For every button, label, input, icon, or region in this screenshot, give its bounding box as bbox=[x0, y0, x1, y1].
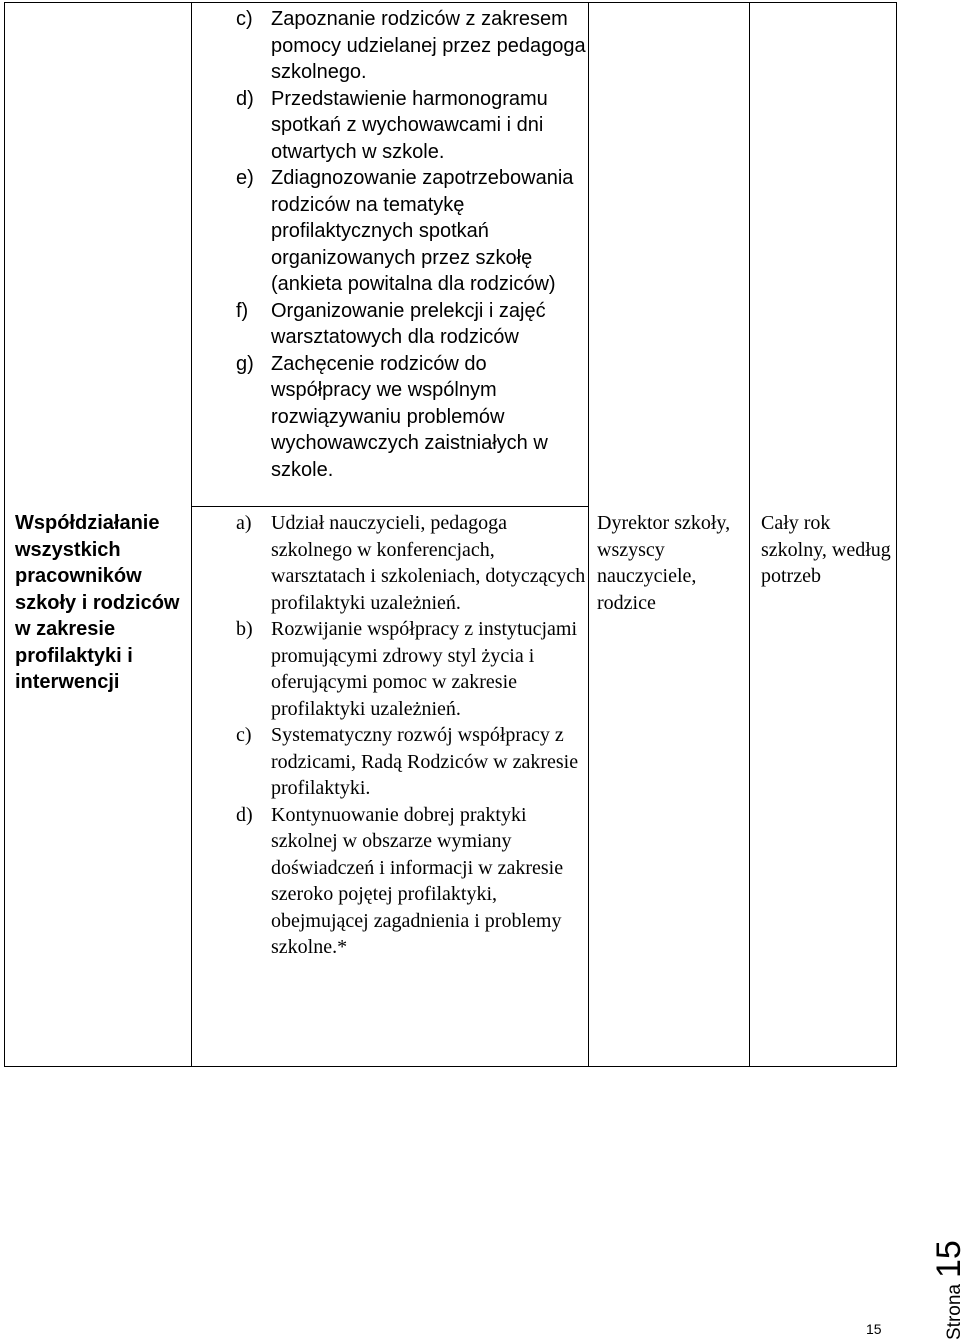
side-label-word: Strona bbox=[944, 1284, 965, 1340]
page-side-label bbox=[930, 1240, 969, 1340]
tasks-list-bottom bbox=[236, 510, 586, 961]
task-text: Organizowanie prelekcji i zajęć warsztatowych dla rodziców bbox=[271, 299, 546, 348]
task-marker: c) bbox=[236, 724, 252, 746]
task-text: Systematyczny rozwój współpracy z rodzicami, Radą Rodziców w zakresie profilaktyki. bbox=[271, 724, 579, 799]
task-marker: g) bbox=[236, 352, 254, 375]
task-marker: f) bbox=[236, 299, 249, 322]
column-divider bbox=[749, 2, 750, 1067]
activity-area: Współdziałanie wszystkich pracowników szkoły i rodziców w zakresie profilaktyki i interwencji bbox=[15, 512, 180, 693]
column-divider bbox=[191, 2, 192, 1067]
row-divider bbox=[192, 506, 589, 507]
task-item bbox=[236, 351, 586, 484]
task-marker: a) bbox=[236, 512, 252, 534]
responsible-persons: Dyrektor szkoły, wszyscy nauczyciele, rodzice bbox=[597, 512, 731, 614]
task-text: Przedstawienie harmonogramu spotkań z wychowawcami i dni otwartych w szkole. bbox=[271, 87, 548, 163]
column-divider bbox=[588, 2, 589, 1067]
task-text: Zdiagnozowanie zapotrzebowania rodziców na tematykę profilaktycznych spotkań organizowanych przez szkołę (ankieta powitalna dla rodziców) bbox=[271, 167, 574, 295]
task-item bbox=[236, 6, 586, 86]
task-text: Kontynuowanie dobrej praktyki szkolnej w obszarze wymiany doświadczeń i informacji w zakresie szeroko pojętej profilaktyki, obejmującej zagadnienia i problemy szkolne.* bbox=[271, 803, 564, 958]
page-number: 15 bbox=[866, 1321, 882, 1337]
task-text: Zachęcenie rodziców do współpracy we wspólnym rozwiązywaniu problemów wychowawczych zaistniałych w szkole. bbox=[271, 352, 548, 481]
task-marker: b) bbox=[236, 618, 253, 640]
task-marker: c) bbox=[236, 8, 253, 30]
task-text: Rozwijanie współpracy z instytucjami promującymi zdrowy styl życia i oferującymi pomoc w zakresie profilaktyki uzależnień. bbox=[271, 618, 578, 720]
timeframe: Cały rok szkolny, według potrzeb bbox=[761, 512, 891, 587]
task-item bbox=[236, 510, 586, 616]
task-item bbox=[236, 86, 586, 166]
task-marker: d) bbox=[236, 803, 253, 826]
task-text: Zapoznanie rodziców z zakresem pomocy udzielanej przez pedagoga szkolnego. bbox=[271, 8, 586, 83]
task-item bbox=[236, 722, 586, 802]
tasks-list-top bbox=[236, 6, 586, 483]
task-item bbox=[236, 802, 586, 961]
task-item bbox=[236, 298, 586, 351]
task-marker: e) bbox=[236, 167, 254, 189]
task-item bbox=[236, 616, 586, 722]
side-label-number: 15 bbox=[930, 1240, 968, 1279]
task-text: Udział nauczycieli, pedagoga szkolnego w konferencjach, warsztatach i szkoleniach, dotyczących profilaktyki uzależnień. bbox=[271, 512, 586, 614]
task-item bbox=[236, 165, 586, 298]
task-marker: d) bbox=[236, 87, 254, 110]
